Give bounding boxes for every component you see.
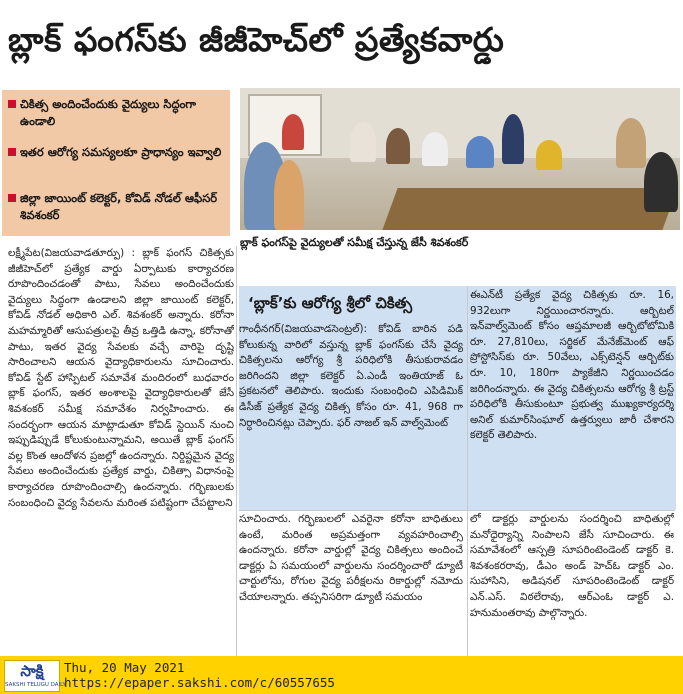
key-points-box (2, 90, 230, 236)
bullet-square-icon (8, 194, 16, 202)
logo-wordmark: సాక్షి (20, 662, 44, 680)
epaper-link[interactable]: https://epaper.sakshi.com/c/60557655 (64, 675, 335, 690)
photo-person (502, 114, 524, 164)
photo-person (274, 160, 304, 230)
key-point-text: జిల్లా జాయింట్ కలెక్టర్, కోవిడ్ నోడల్ ఆఫీసర్ శివశంకర్ (20, 191, 218, 222)
photo-person (386, 128, 410, 164)
key-point-text: చికిత్స అందించేందుకు వైద్యులు సిద్ధంగా ఉండాలి (20, 97, 196, 128)
photo-table (382, 188, 677, 230)
meeting-photo (240, 88, 680, 230)
photo-person (282, 114, 304, 150)
photo-person (466, 136, 494, 168)
main-article-column-2: సూచించారు. గర్భిణులలో ఎవరైనా కరోనా బాధితులు ఉంటే, మరింత అప్రమత్తంగా వ్యవహరించాల్సి ఉందన్నారు. కరోనా వార్డుల్లో వైద్య చికిత్సలు అందించే డాక్టర్లు ఏ సమయంలో వార్డులను సందర్శించారో డ్యూటీ చార్టులోను, రోగుల వైద్య పరీక్షలను రికార్డుల్లో నమోదు చేయాలన్నారు. తప్పనిసరిగా డ్యూటీ సమయం (239, 513, 463, 603)
photo-person (536, 140, 562, 170)
sidebar-story-headline: ‘బ్లాక్’కు ఆరోగ్య శ్రీలో చికిత్స (248, 294, 413, 312)
photo-person (644, 152, 678, 212)
column-divider (236, 246, 237, 656)
sakshi-logo (4, 660, 66, 692)
bullet-square-icon (8, 148, 16, 156)
main-article-column-1: లక్ష్మీపేట(విజయవాడతూర్పు) : బ్లాక్ ఫంగస్ చికిత్సకు జీజీహెచ్‌లో ప్రత్యేక వార్డు ఏర్పాటుకు కార్యాచరణ రూపొందించడంతో పాటు, సేవలు అందించేందుకు వైద్యులు సిద్ధంగా ఉండాలని జిల్లా జాయింట్ కలెక్టర్, కోవిడ్ నోడల్ అధికారి ఎల్. శివశంకర్ అన్నారు. కరోనా మహమ్మారితో ఆసుపత్రులపై తీవ్ర ఒత్తిడి ఉన్నా, కరోనాతో పాటు, ఇతర వైద్య సేవలకు వచ్చే వారిపై దృష్టి సారించాలని ఆయన వైద్యాధికారులను సూచించారు. కోవిడ్ స్టేట్ హాస్పిటల్ సమావేశ మందిరంలో బుధవారం బ్లాక్ ఫంగస్, ఇతర అంశాలపై వైద్యాధికారులతో జేసీ శివశంకర్ సమీక్ష సమావేశం నిర్వహించారు. ఈ సందర్భంగా ఆయన మాట్లాడుతూ కోవిడ్ స్టెయిన్ నుంచి ఇప్పుడిప్పుడే కోలుకుంటున్నామని, అయితే బ్లాక్ ఫంగస్ వల్ల కొంత ఆందోళన ప్రజల్లో ఉందన్నారు. నిర్దిష్టమైన వైద్య సేవలు అందించేందుకు ప్రత్యేక వార్డు, చికిత్సా విధానంపై కార్యాచరణ రూపొందించాల్సి ఉందన్నారు. గర్భిణులకు సంబంధించి వైద్య సేవలను మరింత పటిష్టంగా చేపట్టాలని (8, 247, 234, 509)
key-point-text: ఇతర ఆరోగ్య సమస్యలకూ ప్రాధాన్యం ఇవ్వాలి (20, 145, 222, 159)
section-divider (239, 510, 675, 511)
sidebar-story-column-1: గాంధీనగర్(విజయవాడసెంట్రల్): కోవిడ్ బారిన పడి కోలుకున్న వారిలో వస్తున్న బ్లాక్ ఫంగస్‌కు చేసే వైద్య చికిత్సలను ఆరోగ్య శ్రీ పరిధిలోకి తీసుకురావడం జరిగిందని జిల్లా కలెక్టర్ ఏ.ఎండీ ఇంతియాజ్ ఓ ప్రకటనలో తెలిపారు. ఇందుకు సంబంధించి ఎపిడిమిక్ డిసీజ్ ప్రత్యేక వైద్య చికిత్స కోసం రూ. 41, 968 గా నిర్ధారించినట్లు చెప్పారు. ఫర్ నాజల్ ఇన్ వాల్వ్‌మెంట్ (239, 323, 463, 429)
bullet-square-icon (8, 100, 16, 108)
sidebar-story-column-2: ఈఎన్‌టీ ప్రత్యేక వైద్య చికిత్సకు రూ. 16, 932లుగా నిర్ణయించారన్నారు. ఆర్బిటల్ ఇన్‌వాల్వ్‌మెంట్ కోసం ఆప్తమాలజీ ఆర్బిటోటోమికి రూ. 27,810లు, సర్జికల్ మేనేజ్‌మెంట్ ఆఫ్ ప్రోస్టోసిస్‌కు రూ. 50వేలు, ఎక్స్‌టెన్షన్ ఆర్బిట్‌కు రూ. 10, 180గా ప్యాకేజీని నిర్ణయించడం జరిగిందన్నారు. ఈ వైద్య చికిత్సలను ఆరోగ్య శ్రీ ట్రస్ట్ పరిధిలోకి తీసుకుంటూ ప్రభుత్వ ముఖ్యకార్యదర్శి అనిల్ కుమార్‌సింఘాల్ ఉత్తర్వులు జారీ చేశారని కలెక్టర్ తెలిపారు. (470, 289, 674, 442)
photo-person (422, 132, 448, 166)
headline: బ్లాక్ ఫంగస్‌కు జీజీహెచ్‌లో ప్రత్యేకవార్డు (8, 20, 505, 59)
photo-person (616, 118, 646, 168)
edition-date: Thu, 20 May 2021 (64, 660, 185, 675)
main-article-column-3: లో డాక్టర్లు వార్డులను సందర్శించి బాధితుల్లో మనోధైర్యాన్ని నింపాలని జేసీ సూచించారు. ఈ సమావేశంలో ఆస్పత్రి సూపరింటెండెంట్ డాక్టర్ కె. శివశంకరరావు, డీఎం అండ్ హెచ్‌ఓ డాక్టర్ ఎం. సుహాసిని, అడిషనల్ సూపరింటెండెంట్ డాక్టర్ ఎన్.ఎస్. విఠలేరావు, ఆర్‌ఎంఓ డాక్టర్ ఎ. హనుమంతరావు పాల్గొన్నారు. (470, 513, 674, 619)
logo-tagline: SAKSHI TELUGU DAILY (5, 682, 66, 688)
photo-caption: బ్లాక్ ఫంగస్‌పై వైద్యులతో సమీక్ష చేస్తున్న జేసీ శివశంకర్ (240, 236, 469, 249)
photo-person (350, 122, 376, 162)
